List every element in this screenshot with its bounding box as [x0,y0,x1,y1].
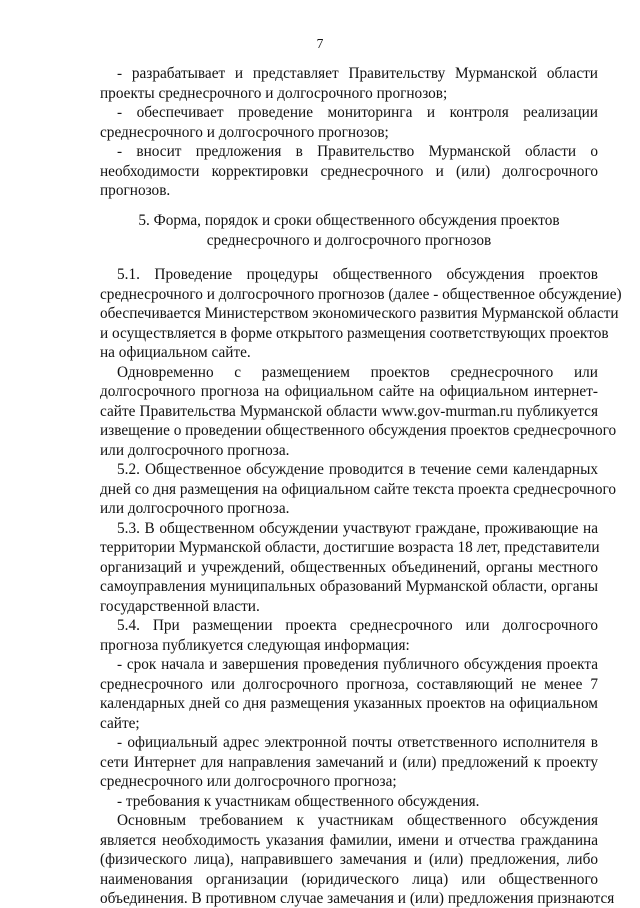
text-line: 5.4. При размещении проекта среднесрочного или долгосрочного [117,617,598,634]
text-line: организаций и учреждений, общественных объединений, органы местного [100,558,598,576]
text-line: - официальный адрес электронной почты ответственного исполнителя в [117,734,598,751]
text-line: календарных дней со дня размещения указанных проектов на официальном [100,695,598,712]
text-line: среднесрочного и долгосрочного прогнозов (далее - общественное обсуждение) [100,285,622,303]
text-line: и осуществляется в форме открытого размещения соответствующих проектов [100,324,609,342]
text-line: - вносит предложения в Правительство Мурманской области о [117,143,598,160]
text-line: 5.3. В общественном обсуждении участвуют граждане, проживающие на [117,519,598,537]
text-line: объединения. В противном случае замечания и (или) предложения признаются [100,890,615,907]
text-line: или долгосрочного прогноза. [100,441,290,459]
section-heading-line: 5. Форма, порядок и сроки общественного обсуждения проектов [138,212,560,229]
page-number: 7 [316,36,324,51]
text-line: самоуправления муниципальных образований Мурманской области, органы [100,578,598,595]
text-line: сайте; [100,714,140,732]
text-line: является необходимость указания фамилии, имени и отчества гражданина [100,831,598,849]
text-line: 5.1. Проведение процедуры общественного обсуждения проектов [117,266,598,283]
text-line: среднесрочного или долгосрочного прогноза; [100,773,397,790]
text-line: дней со дня размещения на официальном сайте текста проекта среднесрочного [100,480,617,498]
text-line: прогноза публикуется следующая информация: [100,636,410,654]
text-line: сайте Правительства Мурманской области www.gov-murman.ru публикуется [100,402,598,420]
text-line: Одновременно с размещением проектов среднесрочного или [117,363,598,381]
text-line: - требования к участникам общественного обсуждения. [117,792,480,810]
text-line: - разрабатывает и представляет Правительству Мурманской области [117,65,598,82]
text-line: 5.2. Общественное обсуждение проводится в течение семи календарных [117,461,598,478]
text-line: государственной власти. [100,597,260,615]
text-line: необходимости корректировки среднесрочного и (или) долгосрочного [100,162,598,180]
text-line: сети Интернет для направления замечаний и (или) предложений к проекту [100,753,598,771]
section-heading-line: среднесрочного и долгосрочного прогнозов [206,231,492,249]
text-line: территории Мурманской области, достигшие возраста 18 лет, представители [100,539,600,556]
text-line: (физического лица), направившего замечания и (или) предложения, либо [100,851,598,868]
text-line: среднесрочного или долгосрочного прогноза, составляющий не менее 7 [100,675,598,693]
text-line: среднесрочного и долгосрочного прогнозов; [100,123,389,141]
text-line: Основным требованием к участникам общественного обсуждения [117,812,598,829]
text-line: или долгосрочного прогноза. [100,500,290,517]
text-line: обеспечивается Министерством экономического развития Мурманской области [100,305,619,322]
text-line: проекты среднесрочного и долгосрочного прогнозов; [100,84,448,102]
text-line: на официальном сайте. [100,344,251,361]
text-line: извещение о проведении общественного обсуждения проектов среднесрочного [100,422,617,439]
text-line: долгосрочного прогноза на официальном сайте на официальном интернет- [100,383,598,400]
text-line: прогнозов. [100,182,171,199]
text-line: - обеспечивает проведение мониторинга и контроля реализации [117,104,598,121]
text-line: наименования организации (юридического лица) или общественного [100,870,598,888]
text-line: - срок начала и завершения проведения публичного обсуждения проекта [117,656,598,673]
